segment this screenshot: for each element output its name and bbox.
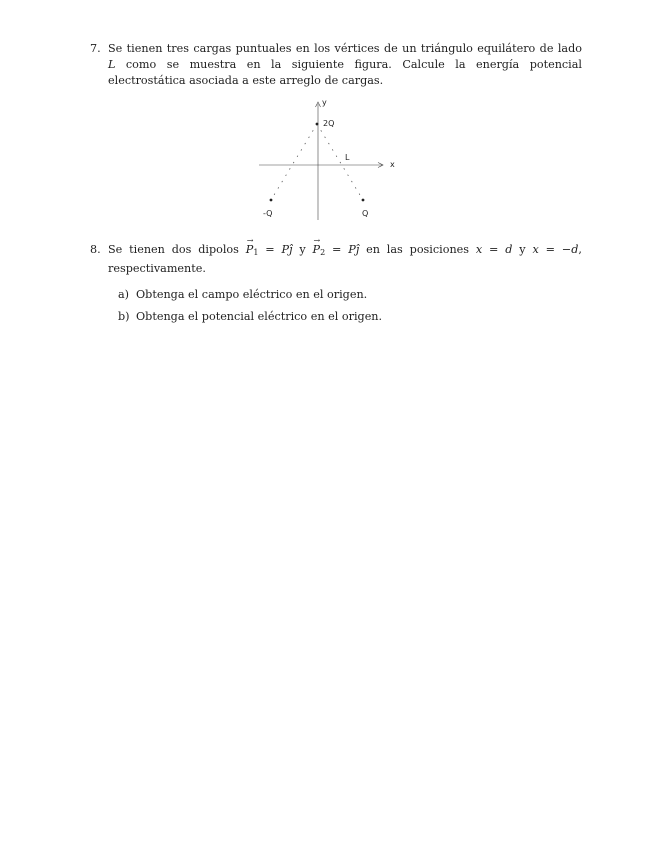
top-charge-dot <box>316 123 319 126</box>
statement-text-part: Se tienen dos dipolos <box>108 243 246 256</box>
statement-text-part: y <box>512 243 533 256</box>
problem-statement <box>108 41 582 89</box>
left-charge-label: -Q <box>263 209 273 218</box>
statement-text-part: y <box>292 243 313 256</box>
sub-question-label: b) <box>118 310 130 323</box>
left-charge-dot <box>270 199 273 202</box>
statement-text-part: como se muestra en la siguiente figura. Calcule la energía potencial electrostática asociada a este arreglo de cargas. <box>108 58 582 87</box>
problem-number: 8. <box>90 243 101 256</box>
side-length-symbol: L <box>108 58 116 71</box>
statement-text-part: Se tienen tres cargas puntuales en los vértices de un triángulo equilátero de lado <box>108 42 582 55</box>
statement-text-part: , respectivamente. <box>108 243 582 275</box>
sub-question-text: Obtenga el campo eléctrico en el origen. <box>136 288 368 301</box>
dipole-2-vector <box>313 242 321 258</box>
sub-question-text: Obtenga el potencial eléctrico en el origen. <box>136 310 383 323</box>
sub-question-b <box>108 309 582 325</box>
statement-text-part: en las posiciones <box>359 243 476 256</box>
right-charge-dot <box>362 199 365 202</box>
y-axis-label: y <box>322 98 327 107</box>
x-axis-label: x <box>390 160 395 169</box>
problem-8 <box>90 242 582 331</box>
side-length-label: L <box>345 153 350 162</box>
problem-7 <box>90 41 582 89</box>
top-charge-label: 2Q <box>323 119 335 128</box>
dipole-1-vector <box>246 242 254 258</box>
sub-questions <box>108 287 582 325</box>
sub-question-label: a) <box>118 288 130 301</box>
problem-number: 7. <box>90 42 101 55</box>
right-charge-label: Q <box>362 209 369 218</box>
dipole-1-symbol: P <box>245 243 254 256</box>
dipole-1-subscript: 1 <box>253 248 259 257</box>
position-1: x = d <box>475 243 513 256</box>
sub-question-a <box>108 287 582 303</box>
charge-triangle-figure <box>255 96 405 224</box>
triangle-side-right <box>317 124 363 200</box>
dipole-1-value: Pĵ <box>281 243 293 256</box>
problem-statement: Se tienen dos dipolos → $P_1$ = Pĵ $y \to P_2$ = Pĵ en las posiciones x = d y x = −d, respectivamente. <box>108 242 582 277</box>
dipole-2-symbol: P <box>312 243 321 256</box>
dipole-2-value: Pĵ <box>348 243 360 256</box>
triangle-side-left <box>271 124 317 200</box>
position-2: x = −d <box>532 243 579 256</box>
dipole-2-subscript: 2 <box>320 248 326 257</box>
